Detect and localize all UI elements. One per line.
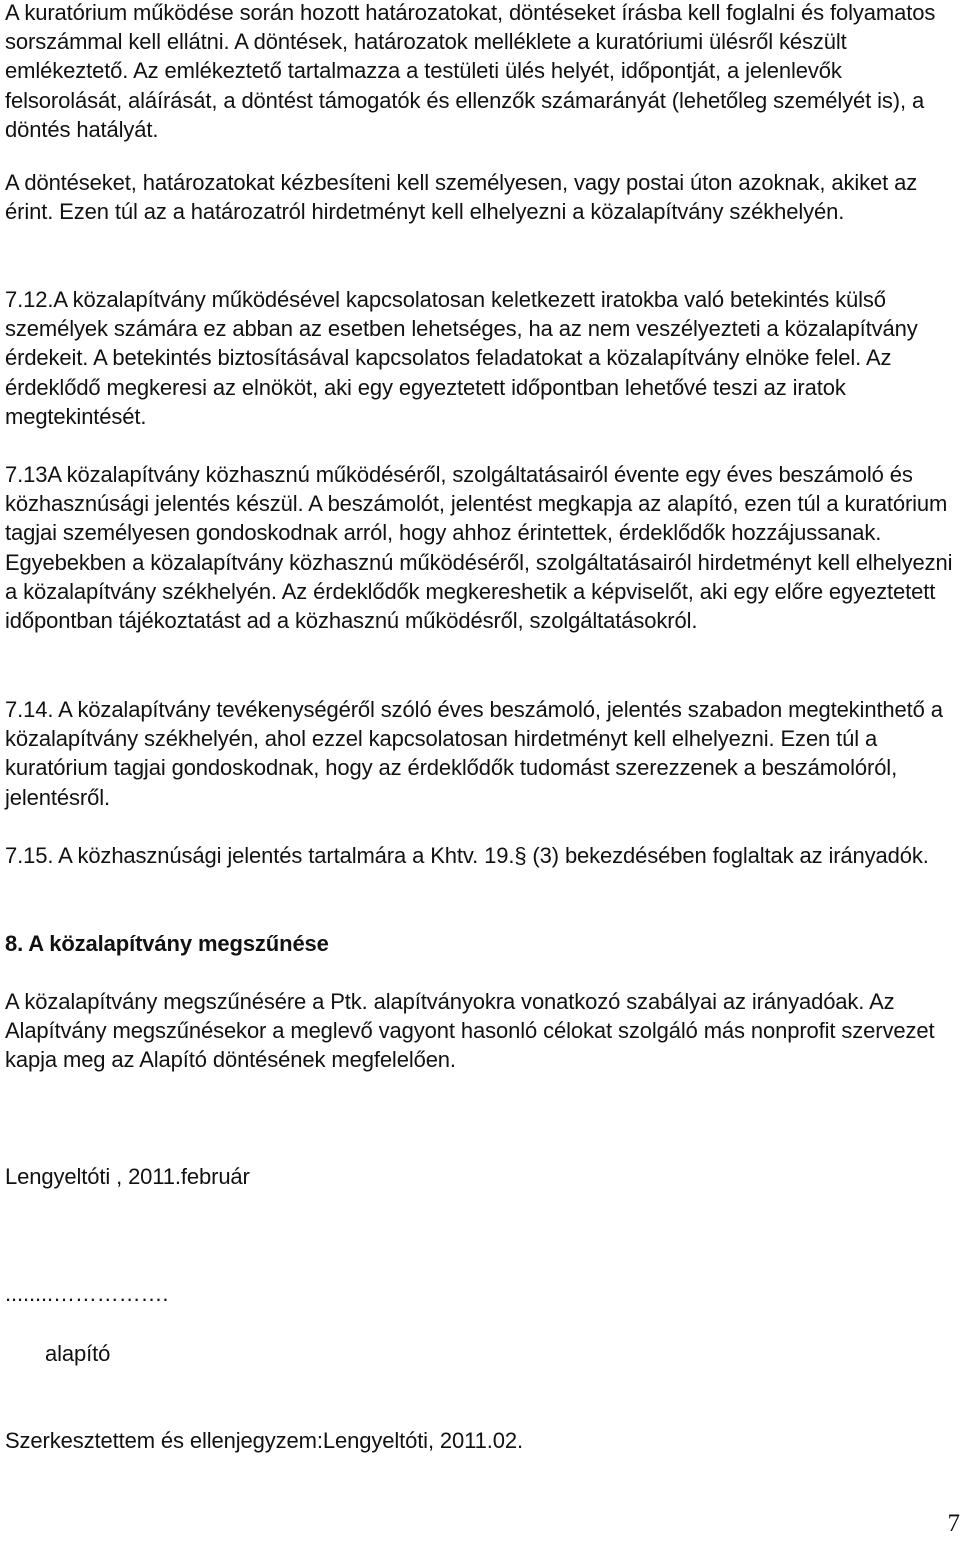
paragraph-resolutions-minutes: A kuratórium működése során hozott határozatokat, döntéseket írásba kell foglalni és folyamatos sorszámmal kell ellátni. A döntések, határozatok melléklete a kuratóriumi ülésről készült emlékeztető. Az emlékeztető tartalmazza a testületi ülés helyét, időpontját, a jelenlevők felsorolását, aláírását, a döntést támogatók és ellenzők számarányát (lehetőleg személyét is), a döntés hatályát. (5, 0, 936, 142)
paragraph-7-13-annual-report: 7.13A közalapítvány közhasznú működéséről, szolgáltatásairól évente egy éves beszámoló és közhasznúsági jelentés készül. A beszámolót, jelentést megkapja az alapító, ezen túl a kuratórium tagjai személyesen gondoskodnak arról, hogy ahhoz érintettek, érdeklődők hozzájussanak. Egyebekben a közalapítvány közhasznú működéséről, szolgáltatásairól hirdetményt kell elhelyezni a közalapítvány székhelyén. Az érdeklődők megkereshetik a képviselőt, aki egy előre egyeztetett időpontban tájékoztatást ad a közhasznú működésről, szolgáltatásokról. (5, 462, 953, 634)
paragraph-7-12-document-access: 7.12.A közalapítvány működésével kapcsolatosan keletkezett iratokba való betekintés külső személyek számára ez abban az esetben lehetséges, ha az nem veszélyezteti a közalapítvány érdekeit. A betekintés biztosításával kapcsolatos feladatokat a közalapítvány elnöke felel. Az érdeklődő megkeresi az elnököt, aki egy egyeztetett időpontban lehetővé teszi az iratok megtekintését. (5, 287, 918, 429)
paragraph-delivery-of-decisions: A döntéseket, határozatokat kézbesíteni kell személyesen, vagy postai úton azoknak, akiket az érint. Ezen túl az a határozatról hirdetményt kell elhelyezni a közalapítvány székhelyén. (5, 170, 918, 225)
signature-line: ........……………. (5, 1281, 169, 1306)
page-number: 7 (947, 1510, 960, 1537)
paragraph-7-15-khtv-reference: 7.15. A közhasznúsági jelentés tartalmára a Khtv. 19.§ (3) bekezdésében foglaltak az irányadók. (5, 843, 929, 868)
editor-countersignature-note: Szerkesztettem és ellenjegyzem:Lengyeltóti, 2011.02. (5, 1428, 523, 1453)
section-heading-dissolution: 8. A közalapítvány megszűnése (5, 931, 329, 956)
place-and-date: Lengyeltóti , 2011.február (5, 1164, 250, 1189)
paragraph-7-14-public-report: 7.14. A közalapítvány tevékenységéről szóló éves beszámoló, jelentés szabadon megtekinthető a közalapítvány székhelyén, ahol ezzel kapcsolatosan hirdetményt kell elhelyezni. Ezen túl a kuratórium tagjai gondoskodnak, hogy az érdeklődők tudomást szerezzenek a beszámolóról, jelentésről. (5, 697, 943, 810)
signature-label: alapító (45, 1341, 111, 1366)
paragraph-dissolution-rules: A közalapítvány megszűnésére a Ptk. alapítványokra vonatkozó szabályai az irányadóak. Az Alapítvány megszűnésekor a meglevő vagyont hasonló célokat szolgáló más nonprofit szervezet kapja meg az Alapító döntésének megfelelően. (5, 989, 935, 1073)
